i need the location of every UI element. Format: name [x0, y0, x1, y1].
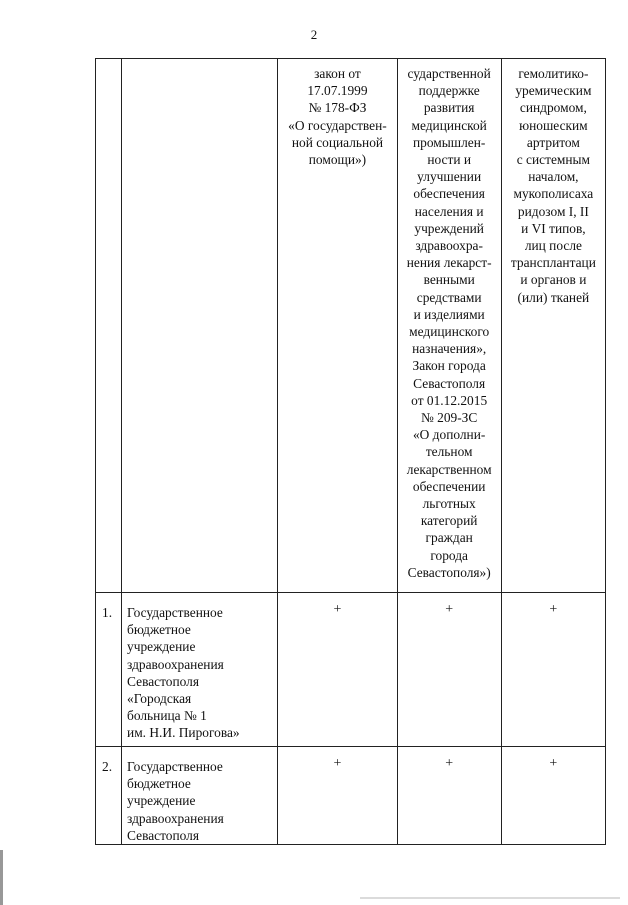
number-column-cell: [96, 59, 122, 593]
row-number-cell: [96, 747, 122, 845]
page-number: 2: [310, 27, 318, 42]
header-cell-law-178: [278, 59, 397, 593]
mark-cell: [278, 747, 397, 845]
mark-cell: [397, 593, 501, 747]
header-text-law-178: закон от 17.07.1999 № 178-ФЗ «О государствен- ной социальной помощи»): [288, 66, 387, 168]
mark-cell: [397, 747, 501, 845]
name-column-cell: [122, 59, 278, 593]
institution-name-cell: [122, 747, 278, 845]
table-row: [96, 593, 606, 747]
row-number: 2.: [102, 759, 113, 774]
plus-mark: +: [333, 602, 342, 617]
institution-name: Государственное бюджетное учреждение здравоохранения Севастополя: [127, 759, 224, 843]
header-cell-state-support: [397, 59, 501, 593]
header-cell-diseases: [501, 59, 605, 593]
mark-cell: [501, 747, 605, 845]
plus-mark: +: [549, 756, 558, 771]
institutions-table: [95, 58, 606, 845]
header-text-state-support: сударственной поддержке развития медицинской промышлен- ности и улучшении обеспечения населения и учреждений здравоохра- нения лекарст- венными средствами и изделиями медицинского назначения», Закон города Севастополя от 01.12.2015 № 209-ЗС «О дополни- тельном лекарственном обеспечении льготных категорий граждан города Севастополя»): [406, 66, 492, 580]
scan-bottom-artifact: [360, 897, 620, 899]
row-number: 1.: [102, 605, 113, 620]
plus-mark: +: [445, 756, 454, 771]
mark-cell: [278, 593, 397, 747]
header-text-diseases: гемолитико- уремическим синдромом, юношеским артритом с системным началом, мукополисаха ридозом I, II и VI типов, лиц после трансплантаци и органов и (или) тканей: [510, 66, 596, 305]
institution-name: Государственное бюджетное учреждение здравоохранения Севастополя «Городская больница № 1 им. Н.И. Пирогова»: [127, 605, 240, 741]
mark-cell: [501, 593, 605, 747]
table-header-continuation-row: [96, 59, 606, 593]
plus-mark: +: [549, 602, 558, 617]
plus-mark: +: [445, 602, 454, 617]
table-row: [96, 747, 606, 845]
institution-name-cell: [122, 593, 278, 747]
plus-mark: +: [333, 756, 342, 771]
scan-edge-shadow: [0, 850, 3, 905]
row-number-cell: [96, 593, 122, 747]
